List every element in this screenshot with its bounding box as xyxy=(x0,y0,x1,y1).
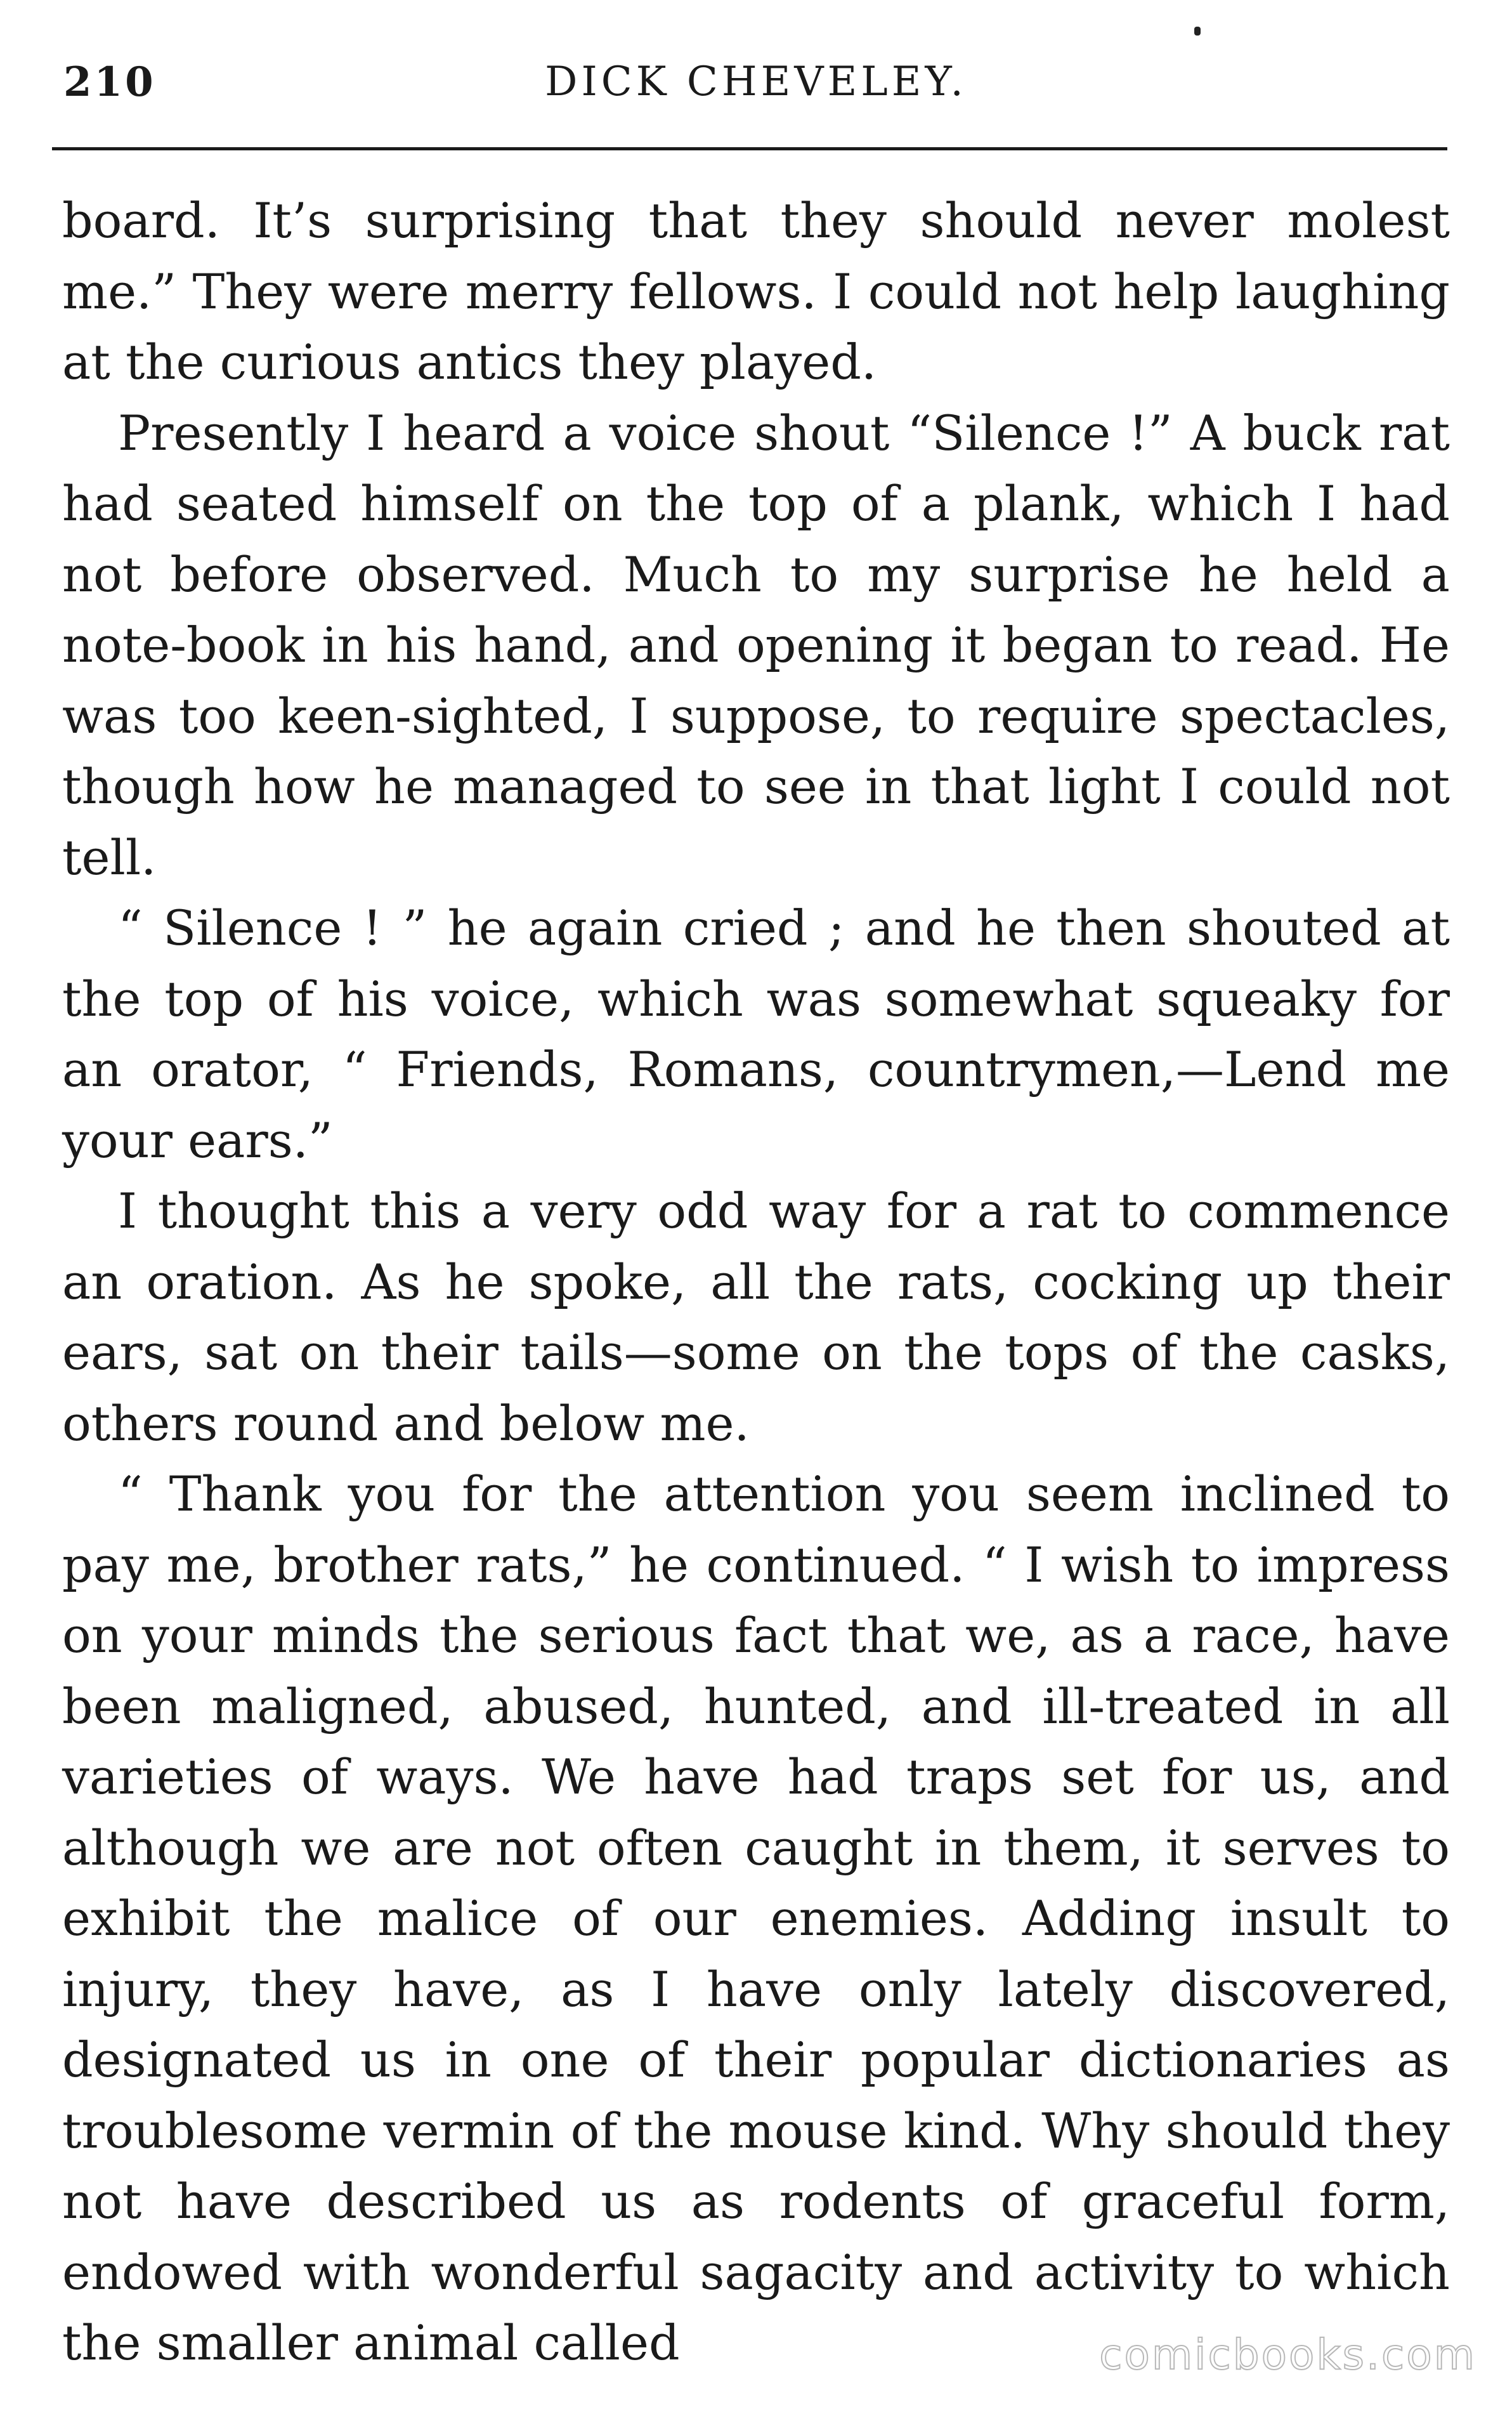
paragraph: “ Silence ! ” he again cried ; and he then shouted at the top of his voice, which was somewhat squeaky for an orator, “ Friends, Romans, countrymen,—Lend me your ears.” xyxy=(62,900,1450,1169)
paragraph: “ Thank you for the attention you seem inclined to pay me, brother rats,” he continued. “ I wish to impress on your minds the serious fact that we, as a race, have been maligned, abused, hunted, and ill-treated in all varieties of ways. We have had traps set for us, and although we are not often caught in them, it serves to exhibit the malice of our enemies. Adding insult to injury, they have, as I have only lately discovered, designated us in one of their popular dictionaries as troublesome vermin of the mouse kind. Why should they not have described us as rodents of graceful form, endowed with wonderful sagacity and activity to which the smaller animal called xyxy=(62,1466,1450,2371)
running-title: DICK CHEVELEY. xyxy=(545,58,967,105)
paragraph: Presently I heard a voice shout “Silence !” A buck rat had seated himself on the top of a plank, which I had not before observed. Much to my surprise he held a note-book in his hand, and opening it began to read. He was too keen-sighted, I suppose, to require spectacles, though how he managed to see in that light I could not tell. xyxy=(62,404,1450,886)
header-rule xyxy=(52,147,1447,150)
paragraph: I thought this a very odd way for a rat to commence an oration. As he spoke, all the rats, cocking up their ears, sat on their tails—some on the tops of the casks, others round and below me. xyxy=(62,1183,1450,1452)
body-text xyxy=(62,185,1450,2378)
watermark-logo: comicbooks.com xyxy=(1099,2330,1476,2379)
ink-speck xyxy=(1194,27,1201,36)
paragraph-continuation: board. It’s surprising that they should never molest me.” They were merry fellows. I could not help laughing at the curious antics they played. xyxy=(62,192,1450,390)
page-number: 210 xyxy=(63,58,156,106)
